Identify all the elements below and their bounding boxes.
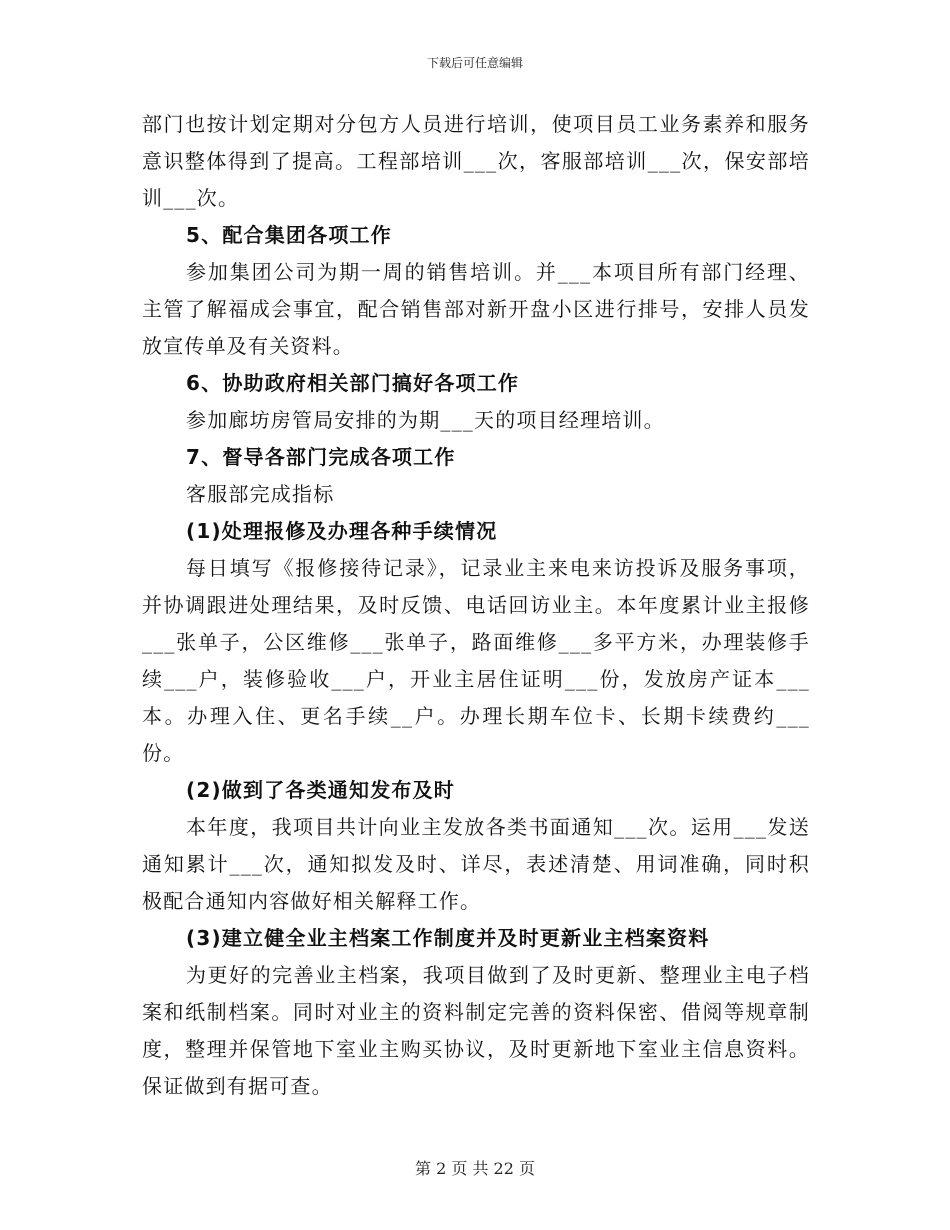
paragraph-training: 部门也按计划定期对分包方人员进行培训，使项目员工业务素养和服务意识整体得到了提高。工程部培训___次，客服部培训___次，保安部培训___次。 (142, 112, 810, 210)
section-heading-5: 5、配合集团各项工作 (186, 223, 392, 247)
section-heading-7: 7、督导各部门完成各项工作 (186, 445, 456, 469)
paragraph-group-work: 参加集团公司为期一周的销售培训。并___本项目所有部门经理、主管了解福成会事宜，配合销售部对新开盘小区进行排号，安排人员发放宣传单及有关资料。 (142, 260, 810, 358)
document-body (142, 106, 810, 1105)
paragraph-government: 参加廊坊房管局安排的为期___天的项目经理培训。 (186, 408, 665, 432)
subsection-heading-1: (1)处理报修及办理各种手续情况 (186, 519, 498, 543)
subsection-heading-2: (2)做到了各类通知发布及时 (186, 778, 455, 802)
page-footer-number: 第 2 页 共 22 页 (415, 1159, 535, 1178)
paragraph-customer-service: 客服部完成指标 (186, 482, 335, 506)
section-heading-6: 6、协助政府相关部门搞好各项工作 (186, 371, 520, 395)
paragraph-notices: 本年度，我项目共计向业主发放各类书面通知___次。运用___发送通知累计___次，通知拟发及时、详尽，表述清楚、用词准确，同时积极配合通知内容做好相关解释工作。 (142, 815, 810, 913)
paragraph-repairs: 每日填写《报修接待记录》，记录业主来电来访投诉及服务事项，并协调跟进处理结果，及时反馈、电话回访业主。本年度累计业主报修___张单子，公区维修___张单子，路面维修___多平方米，办理装修手续___户，装修验收___户，开业主居住证明___份，发放房产证本___本。办理入住、更名手续__户。办理长期车位卡、长期卡续费约___份。 (142, 556, 810, 765)
paragraph-archives: 为更好的完善业主档案，我项目做到了及时更新、整理业主电子档案和纸制档案。同时对业主的资料制定完善的资料保密、借阅等规章制度，整理并保管地下室业主购买协议，及时更新地下室业主信息资料。保证做到有据可查。 (142, 963, 810, 1098)
page-header-note: 下载后可任意编辑 (426, 56, 523, 70)
subsection-heading-3: (3)建立健全业主档案工作制度并及时更新业主档案资料 (186, 926, 710, 950)
